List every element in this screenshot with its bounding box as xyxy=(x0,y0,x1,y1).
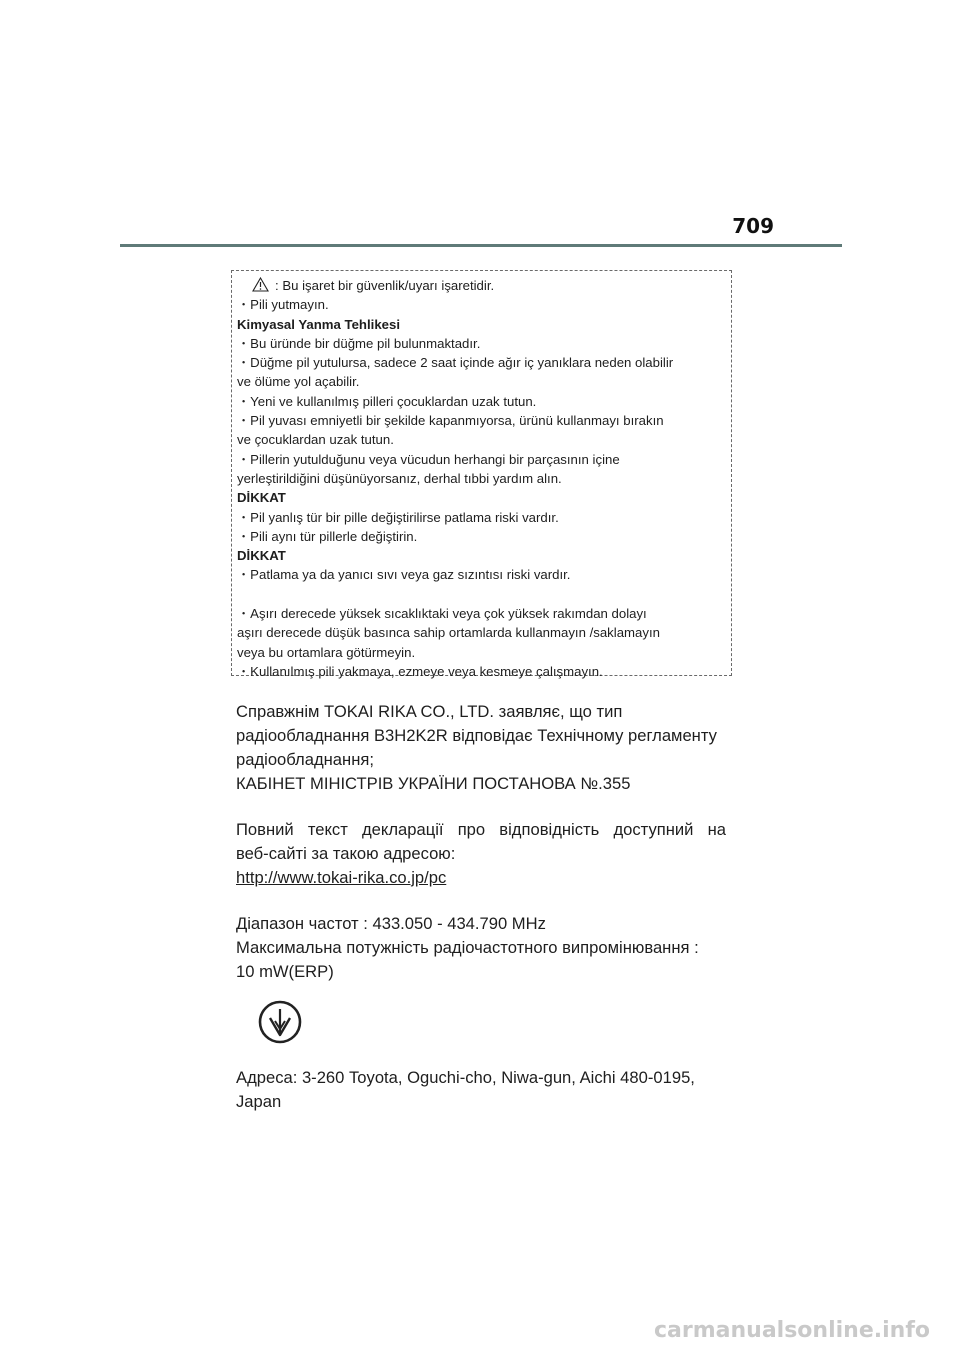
max-power-line: 10 mW(ERP) xyxy=(236,962,334,981)
spacer xyxy=(236,796,726,818)
warning-box xyxy=(231,270,732,679)
warning-line: ・Kullanılmış pili yakmaya, ezmeye veya kesmeye çalışmayın. xyxy=(237,663,603,679)
warning-line: ve ölüme yol açabilir. xyxy=(237,374,360,390)
warning-line: ・Pil yuvası emniyetli bir şekilde kapanmıyorsa, ürünü kullanmayı bırakın xyxy=(237,413,664,429)
spacer xyxy=(237,585,731,604)
declaration-line: радіообладнання B3H2K2R відповідає Технічному регламенту xyxy=(236,726,717,745)
watermark: carmanualsonline.info xyxy=(654,1318,930,1343)
header-rule xyxy=(120,244,842,247)
declaration-url-link[interactable]: http://www.tokai-rika.co.jp/pc xyxy=(236,868,447,887)
fulltext-line: Повний текст декларації про відповідність доступний на xyxy=(236,820,726,839)
main-content xyxy=(236,700,726,1114)
warning-line: ・Aşırı derecede yüksek sıcaklıktaki veya çok yüksek rakımdan dolayı xyxy=(237,606,647,622)
warning-line: ・Patlama ya da yanıcı sıvı veya gaz sızıntısı riski vardır. xyxy=(237,567,571,583)
warning-heading: DİKKAT xyxy=(237,548,286,564)
warning-line: ・Pillerin yutulduğunu veya vücudun herhangi bir parçasının içine xyxy=(237,451,620,467)
spacer xyxy=(236,890,726,912)
warning-line: veya bu ortamlara götürmeyin. xyxy=(237,644,416,660)
warning-line: ・Pili yutmayın. xyxy=(237,297,329,313)
address-line: Japan xyxy=(236,1092,282,1111)
declaration-line: КАБІНЕТ МІНІСТРІВ УКРАЇНИ ПОСТАНОВА №.355 xyxy=(236,774,631,793)
warning-line: : Bu işaret bir güvenlik/uyarı işaretidir. xyxy=(237,276,731,295)
declaration-line: радіообладнання; xyxy=(236,750,374,769)
max-power-line: Максимальна потужність радіочастотного випромінювання : xyxy=(236,938,699,957)
warning-line: ・Yeni ve kullanılmış pilleri çocuklardan uzak tutun. xyxy=(237,393,537,409)
address-line: Адреса: 3-260 Toyota, Oguchi-cho, Niwa-gun, Aichi 480-0195, xyxy=(236,1068,695,1087)
page-number: 709 xyxy=(732,214,774,238)
ukraine-conformity-mark-icon xyxy=(256,998,304,1046)
warning-heading: Kimyasal Yanma Tehlikesi xyxy=(237,316,400,332)
warning-line: ve çocuklardan uzak tutun. xyxy=(237,432,394,448)
fulltext-line: веб-сайті за такою адресою: xyxy=(236,844,456,863)
warning-line: ・Bu üründe bir düğme pil bulunmaktadır. xyxy=(237,335,481,351)
warning-line: aşırı derecede düşük basınca sahip ortamlarda kullanmayın /saklamayın xyxy=(237,625,660,641)
warning-line: yerleştirildiğini düşünüyorsanız, derhal tıbbi yardım alın. xyxy=(237,470,562,486)
declaration-line: Справжнім TOKAI RIKA CO., LTD. заявляє, що тип xyxy=(236,702,623,721)
warning-line: ・Düğme pil yutulursa, sadece 2 saat içinde ağır iç yanıklara neden olabilir xyxy=(237,355,674,371)
frequency-range: Діапазон частот : 433.050 - 434.790 MHz xyxy=(236,914,546,933)
warning-line: ・Pil yanlış tür bir pille değiştirilirse patlama riski vardır. xyxy=(237,509,559,525)
warning-triangle-icon xyxy=(252,277,269,292)
warning-line: ・Pili aynı tür pillerle değiştirin. xyxy=(237,528,418,544)
warning-heading: DİKKAT xyxy=(237,490,286,506)
